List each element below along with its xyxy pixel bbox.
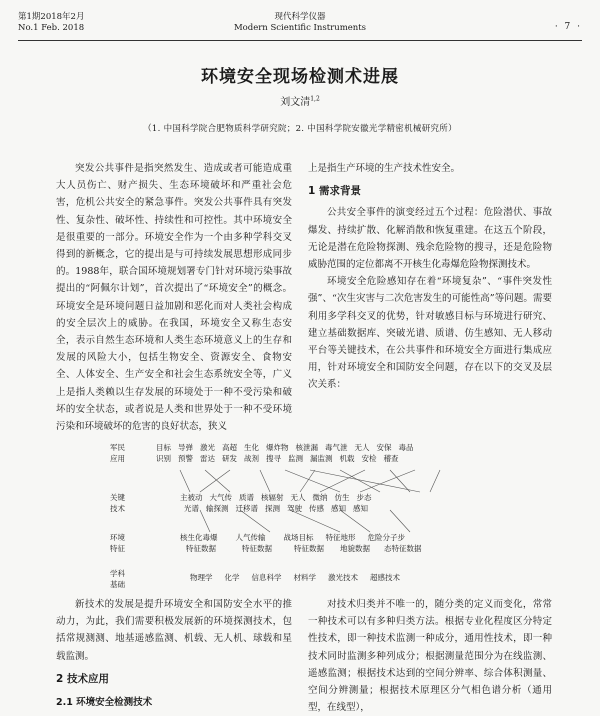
row-top — [180, 492, 490, 503]
node: 搜寻 — [266, 454, 281, 463]
node: 漏监测 — [310, 454, 333, 463]
node: 仿生 — [334, 493, 350, 502]
row-top — [190, 572, 490, 583]
node: 驾驶 — [287, 504, 302, 513]
node: 信息科学 — [251, 573, 282, 582]
row-label: 学科 基础 — [110, 569, 125, 589]
node: 预警 — [178, 454, 193, 463]
node: 安检 — [361, 454, 377, 463]
node: 地貌数据 — [340, 544, 370, 553]
page-number: · 7 · — [554, 22, 582, 32]
node: 物理学 — [190, 573, 213, 582]
node: 迁移谱 — [235, 504, 258, 513]
section-heading-1: 1 需求背景 — [308, 185, 361, 198]
node: 雷达 — [200, 454, 215, 463]
left-column — [56, 160, 292, 435]
node: 核辐射 — [261, 493, 284, 502]
node: 无人 — [290, 493, 306, 502]
issue-en: No.1 Feb. 2018 — [18, 23, 85, 33]
node: 微纳 — [312, 493, 328, 502]
node: 战剂 — [244, 454, 259, 463]
header-rule — [18, 40, 582, 41]
running-header — [18, 12, 582, 40]
author-name: 刘文清 — [280, 97, 311, 108]
node: 超感技术 — [370, 573, 400, 582]
node: 光谱 — [184, 504, 199, 513]
left-column-bottom — [56, 596, 292, 715]
node: 感知 — [353, 504, 368, 513]
author-line — [0, 93, 600, 108]
node: 监测 — [288, 454, 303, 463]
row-label: 军民 应用 — [110, 443, 125, 463]
paragraph: 环境安全危险感知存在着“环境复杂”、“事件突发性强”、“次生灾害与二次危害发生的可能性高”等问题。需要利用多学科交叉的优势，针对敏感目标与环境进行研究、建立基础数据库、突破光谱、质谱、仿生感知、无人移动平台等关键技术，在公共事件和环境安全方面进行集成应用，针对环境安全和国防安全问题，存在以下的交叉及层次关系： — [308, 276, 552, 391]
node: 爆炸物 — [266, 443, 289, 452]
row-label: 关键 技术 — [110, 493, 125, 513]
node: 化学 — [224, 573, 240, 582]
row-bottom — [156, 453, 490, 464]
section-heading-2: 2 技术应用 — [56, 672, 109, 685]
node: 输探测 — [206, 504, 229, 513]
issue-cn: 第1期2018年2月 — [18, 12, 85, 22]
node: 导弹 — [178, 443, 193, 452]
row-top — [156, 442, 490, 453]
node: 特征数据 — [242, 544, 272, 553]
node: 生化 — [244, 443, 259, 452]
node: 毒品 — [398, 443, 414, 452]
node: 激光 — [200, 443, 215, 452]
node: 危险分子步 — [367, 533, 405, 542]
node: 核生化毒爆 — [180, 533, 218, 542]
journal-name — [18, 12, 582, 34]
subsection-heading-2-1: 2.1 环境安全检测技术 — [56, 697, 153, 709]
node: 毒气泄 — [325, 443, 348, 452]
intro-continuation: 上是指生产环境的生产技术性安全。 — [308, 163, 461, 174]
node: 步态 — [356, 493, 372, 502]
row-bottom — [184, 503, 490, 514]
node: 大气传 — [209, 493, 232, 502]
node: 无人 — [354, 443, 370, 452]
node: 稽查 — [383, 454, 399, 463]
row-top — [180, 532, 490, 543]
paragraph: 新技术的发展是提升环境安全和国防安全水平的推动力，为此，我们需要积极发展新的环境探测技术，包括常规测测、地基遥感监测、机载、无人机、球载和星载监测。 — [56, 599, 292, 662]
node: 特征数据 — [186, 544, 216, 553]
journal-cn: 现代科学仪器 — [274, 12, 326, 22]
node: 质谱 — [239, 493, 254, 502]
node: 安保 — [376, 443, 392, 452]
right-column — [308, 160, 552, 394]
node: 探测 — [265, 504, 280, 513]
node: 特征数据 — [294, 544, 324, 553]
node: 战场目标 — [283, 533, 314, 542]
author-sup: 1,2 — [310, 95, 320, 103]
node: 激光技术 — [328, 573, 358, 582]
paragraph: 公共安全事件的演变经过五个过程：危险潜伏、事故爆发、持续扩散、化解消散和恢复重建。在这五个阶段，无论是潜在危险物探测、残余危险物的搜寻，还是危险物威胁范围的定位都离不开核生化毒爆危险物探测技术。 — [308, 207, 552, 271]
relationship-figure — [110, 440, 490, 590]
node: 特征地形 — [325, 533, 356, 542]
node: 主被动 — [180, 493, 203, 502]
paper-title: 环境安全现场检测术进展 — [201, 67, 399, 87]
node: 传感 — [309, 504, 324, 513]
row-label: 环境 特征 — [110, 533, 125, 553]
node: 材料学 — [293, 573, 316, 582]
node: 感知 — [331, 504, 346, 513]
journal-en: Modern Scientific Instruments — [233, 23, 367, 33]
node: 机载 — [339, 454, 355, 463]
affiliation: （1. 中国科学院合肥物质科学研究院；2. 中国科学院安徽光学精密机械研究所） — [143, 124, 457, 134]
node: 态特征数据 — [384, 544, 422, 553]
node: 目标 — [156, 443, 171, 452]
node: 研发 — [222, 454, 237, 463]
node: 人气传输 — [235, 533, 266, 542]
node: 识别 — [156, 454, 171, 463]
node: 核泄漏 — [295, 443, 318, 452]
right-column-bottom — [308, 596, 552, 716]
node: 高超 — [222, 443, 237, 452]
paragraph: 对技术归类并不唯一的，随分类的定义而变化，常常一种技术可以有多种归类方法。根据专业化程度区分特定性技术，即一种技术监测一种成分，通用性技术，即一种技术同时监测多种列成分；根据测量范围分为在线监测、遥感监测；根据技术达到的空间分辨率、综合体积测量、空间分辨测量；根据技术原理区分气相色谱分析（通用型，在线型）， — [308, 599, 552, 714]
row-bottom — [186, 543, 490, 554]
intro-paragraph: 突发公共事件是指突然发生、造成或者可能造成重大人员伤亡、财产损失、生态环境破坏和严重社会危害，危机公共安全的紧急事件。突发公共事件具有突发性、复杂性、破坏性、持续性和可控性。其中环境安全是很重要的一部分。环境安全作为一个由多种学科交叉得到的新概念，它的提出是与可持续发展思想形成同步的。1988年，联合国环境规划署专门针对环境污染事故提出的“阿佩尔计划”，首次提出了“环境安全”的概念。环境安全是环境问题日益加剧和恶化而对人类社会构成的安全层次上的威胁。在我国，环境安全又称生态安全，表示自然生态环境和人类生态环境意义上的生存和发展的风险大小，包括生物安全、资源安全、食物安全、人体安全、生产安全和社会生态系统安全等，广义上是指人类赖以生存发展的环境处于一种不受污染和破坏的安全状态，或者说是人类和世界处于一种不受环境污染和环境破坏的危害的良好状态，狭义 — [56, 163, 292, 433]
